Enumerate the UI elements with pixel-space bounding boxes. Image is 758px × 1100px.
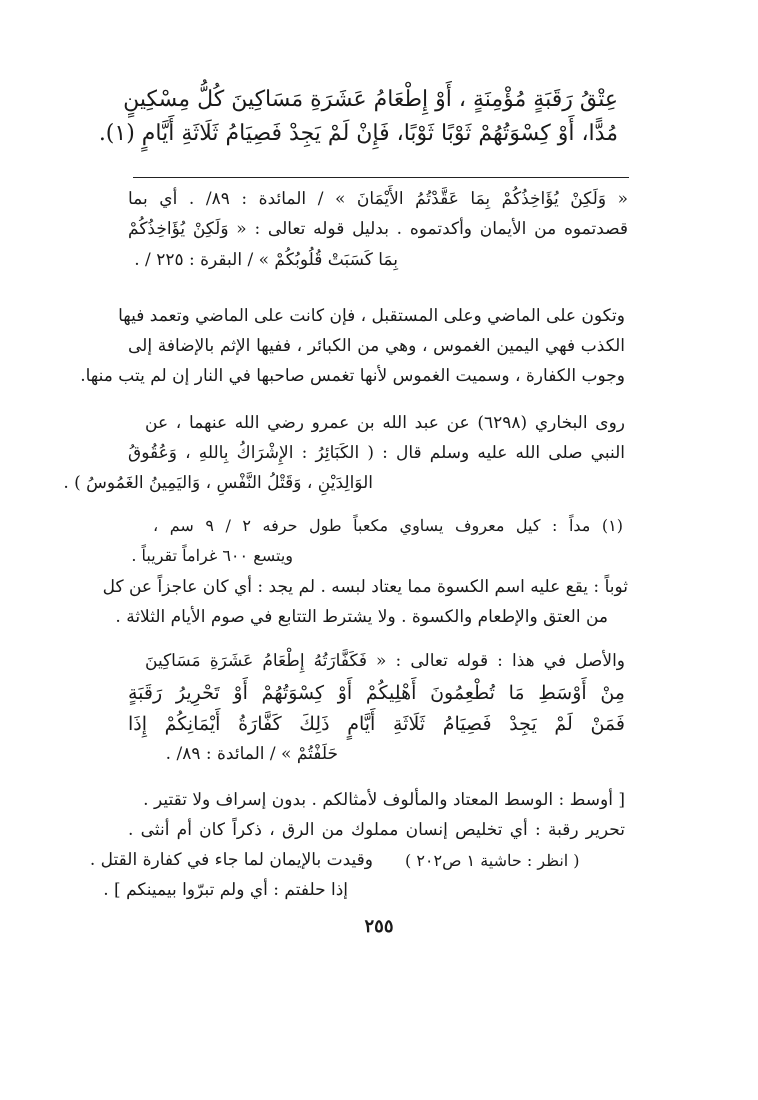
para5-line-3: فَمَنْ لَمْ يَجِدْ فَصِيَامُ ثَلَاثَةِ أَيَّامٍ ذَلِكَ كَفَّارَةُ أَيْمَانِكُمْ إِذَا xyxy=(128,713,625,735)
para1-line-1: « وَلَكِنْ يُؤَاخِذُكُمْ بِمَا عَقَّدْتُمُ الأَيْمَانَ » / المائدة : ٨٩/ . أي بما xyxy=(128,189,628,209)
notes-line-3-reference: ( انظر : حاشية ١ ص٢٠٢ ) xyxy=(405,851,580,870)
top-block-line-2: مُدًّا، أَوْ كِسْوَتُهُمْ ثَوْبًا ثَوْبًا، فَإِنْ لَمْ يَجِدْ فَصِيَامُ ثَلَاثَةِ أَيَّامٍ (١). xyxy=(98,121,618,146)
para2-line-1: وتكون على الماضي وعلى المستقبل ، فإن كانت على الماضي وتعمد فيها xyxy=(118,306,625,326)
notes-line-2: تحرير رقبة : أي تخليص إنسان مملوك من الرق ، ذكراً كان أم أنثى . xyxy=(128,820,625,840)
para5-line-4: حَلَفْتُمْ » / المائدة : ٨٩/ . xyxy=(165,744,338,764)
top-block-line-1: عِتْقُ رَقَبَةٍ مُؤْمِنَةٍ ، أَوْ إِطْعَامُ عَشَرَةِ مَسَاكِينَ كُلُّ مِسْكِينٍ xyxy=(123,87,618,112)
notes-line-1: [ أوسط : الوسط المعتاد والمألوف لأمثالكم . بدون إسراف ولا تقتير . xyxy=(143,790,625,810)
footnote-line-1: (١) مداً : كيل معروف يساوي مكعباً طول حرفه ٢ / ٩ سم ، xyxy=(153,516,624,535)
para2-line-3: وجوب الكفارة ، وسميت الغموس لأنها تغمس صاحبها في النار إن لم يتب منها. xyxy=(80,366,625,386)
notes-line-4: إذا حلفتم : أي ولم تبرّوا بيمينكم ] . xyxy=(103,880,348,900)
para1-line-3: بِمَا كَسَبَتْ قُلُوبُكُمْ » / البقرة : ٢٢٥ / . xyxy=(134,250,398,270)
para3-line-2: النبي صلى الله عليه وسلم قال : ( الكَبَائِرُ : الإِشْرَاكُ بِاللهِ ، وَعُقُوقُ xyxy=(128,443,625,463)
page-number: ٢٥٥ xyxy=(364,916,394,937)
separator-rule xyxy=(133,177,629,178)
footnote-line-2: ويتسع ٦٠٠ غراماً تقريباً . xyxy=(131,546,293,565)
para2-line-2: الكذب فهي اليمين الغموس ، وهي من الكبائر ، ففيها الإثم بالإضافة إلى xyxy=(128,336,625,356)
para3-line-1: روى البخاري (٦٢٩٨) عن عبد الله بن عمرو رضي الله عنهما ، عن xyxy=(145,413,625,433)
para5-line-2: مِنْ أَوْسَطِ مَا تُطْعِمُونَ أَهْلِيكُمْ أَوْ كِسْوَتُهُمْ أَوْ تَحْرِيرُ رَقَبَةٍ xyxy=(128,682,625,704)
para1-line-2: قصدتموه من الأيمان وأكدتموه . بدليل قوله تعالى : « وَلَكِنْ يُؤَاخِذُكُمْ xyxy=(128,219,628,239)
para3-line-3: الوَالِدَيْنِ ، وَقَتْلُ النَّفْسِ ، وَاليَمِينُ الغَمُوسُ ) . xyxy=(63,473,373,493)
notes-line-3: وقيدت بالإيمان لما جاء في كفارة القتل . xyxy=(89,850,373,870)
para4-line-1: ثوباً : يقع عليه اسم الكسوة مما يعتاد لبسه . لم يجد : أي كان عاجزاً عن كل xyxy=(102,577,628,597)
para4-line-2: من العتق والإطعام والكسوة . ولا يشترط التتابع في صوم الأيام الثلاثة . xyxy=(115,607,608,627)
para5-line-1: والأصل في هذا : قوله تعالى : « فَكَفَّارَتُهُ إِطْعَامُ عَشَرَةِ مَسَاكِينَ xyxy=(145,651,625,671)
